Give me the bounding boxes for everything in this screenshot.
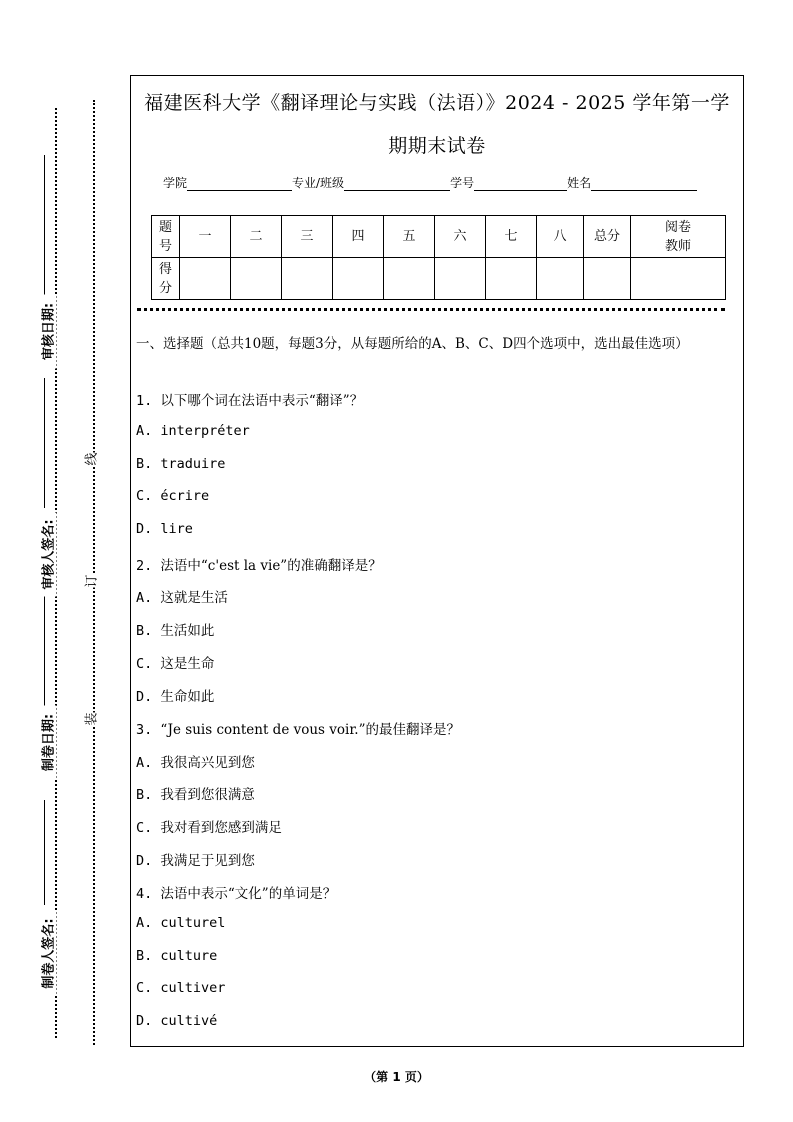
question-2-stem: 2. 法语中“c'est la vie”的准确翻译是？ (136, 558, 382, 574)
col-2: 二 (231, 216, 282, 258)
score-label: 得 分 (152, 258, 180, 300)
maker-sign-label: 制卷人签名: (38, 912, 57, 996)
score-table-score-row (152, 258, 726, 300)
score-cell-3[interactable] (282, 258, 333, 300)
question-number-label: 题 号 (152, 216, 180, 258)
question-4-option-d[interactable]: D. cultivé (136, 1013, 218, 1029)
binding-dotted-line-inner (93, 100, 95, 1045)
col-4: 四 (333, 216, 384, 258)
col-total: 总分 (584, 216, 631, 258)
binding-char-xian: 线 (84, 452, 100, 466)
maker-sign-line (44, 800, 45, 905)
score-cell-4[interactable] (333, 258, 384, 300)
reviewer-sign-line (44, 378, 45, 508)
make-date-label: 制卷日期: (38, 706, 57, 780)
question-1-option-a[interactable]: A. interpréter (136, 423, 250, 439)
question-3-stem: 3. “Je suis content de vous voir.”的最佳翻译是？ (136, 722, 461, 738)
major-field[interactable] (344, 178, 450, 191)
score-cell-2[interactable] (231, 258, 282, 300)
score-cell-7[interactable] (486, 258, 537, 300)
question-3-option-b[interactable]: B. 我看到您很满意 (136, 787, 255, 803)
major-label: 专业/班级 (292, 176, 345, 190)
score-cell-1[interactable] (180, 258, 231, 300)
question-1-option-c[interactable]: C. écrire (136, 488, 210, 504)
question-3-option-a[interactable]: A. 我很高兴见到您 (136, 755, 255, 771)
col-8: 八 (537, 216, 584, 258)
score-table (151, 215, 726, 300)
question-3-option-c[interactable]: C. 我对看到您感到满足 (136, 820, 282, 836)
college-label: 学院 (163, 176, 188, 190)
question-4-option-a[interactable]: A. culturel (136, 915, 226, 931)
col-3: 三 (282, 216, 333, 258)
question-2-option-c[interactable]: C. 这是生命 (136, 656, 215, 672)
question-1-stem: 1. 以下哪个词在法语中表示“翻译”？ (136, 393, 364, 409)
exam-title-line1: 福建医科大学《翻译理论与实践（法语）》2024 - 2025 学年第一学 (144, 92, 730, 114)
col-1: 一 (180, 216, 231, 258)
name-field[interactable] (591, 178, 697, 191)
question-4-stem: 4. 法语中表示“文化”的单词是？ (136, 886, 337, 902)
score-table-header-row (152, 216, 726, 258)
col-6: 六 (435, 216, 486, 258)
make-date-line (44, 590, 45, 710)
score-cell-total[interactable] (584, 258, 631, 300)
question-3-option-d[interactable]: D. 我满足于见到您 (136, 853, 255, 869)
section-separator (137, 308, 725, 311)
score-cell-8[interactable] (537, 258, 584, 300)
question-2-option-b[interactable]: B. 生活如此 (136, 623, 215, 639)
exam-title-line2: 期期末试卷 (388, 135, 486, 157)
student-id-field[interactable] (474, 178, 567, 191)
question-2-option-d[interactable]: D. 生命如此 (136, 689, 215, 705)
review-date-label: 审核日期: (38, 295, 57, 369)
score-cell-6[interactable] (435, 258, 486, 300)
section1-heading: 一、选择题（总共10题，每题3分，从每题所给的A、B、C、D四个选项中，选出最佳选项） (136, 336, 689, 352)
exam-frame (130, 75, 744, 1047)
score-cell-grader[interactable] (631, 258, 726, 300)
binding-char-ding: 订 (84, 574, 100, 588)
question-1-option-d[interactable]: D. lire (136, 521, 193, 537)
reviewer-sign-label: 审核人签名: (38, 513, 57, 597)
score-cell-5[interactable] (384, 258, 435, 300)
col-5: 五 (384, 216, 435, 258)
student-id-label: 学号 (450, 176, 475, 190)
col-7: 七 (486, 216, 537, 258)
college-field[interactable] (187, 178, 292, 191)
question-2-option-a[interactable]: A. 这就是生活 (136, 590, 228, 606)
page-number: （第 1 页） (364, 1070, 429, 1084)
review-date-line (44, 155, 45, 305)
question-4-option-c[interactable]: C. cultiver (136, 980, 226, 996)
binding-char-zhuang: 装 (84, 712, 100, 726)
question-1-option-b[interactable]: B. traduire (136, 456, 226, 472)
grader-label: 阅卷 教师 (631, 216, 726, 258)
name-label: 姓名 (567, 176, 592, 190)
question-4-option-b[interactable]: B. culture (136, 948, 218, 964)
student-info-row (163, 174, 697, 191)
